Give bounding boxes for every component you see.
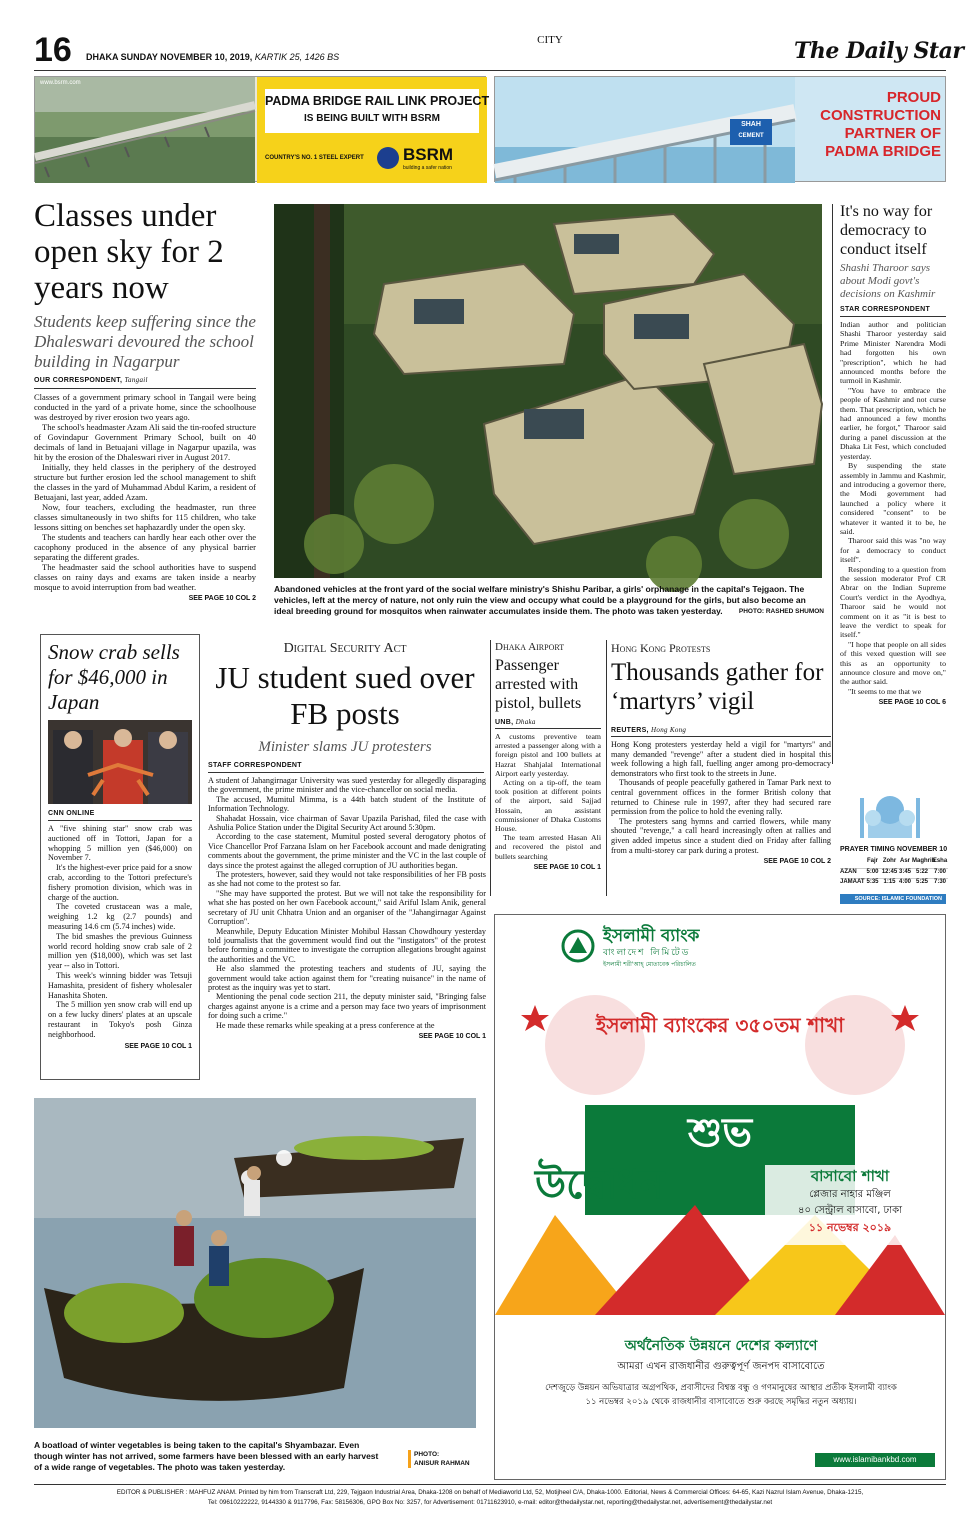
bsrm-brand-sub: building a safer nation <box>403 165 452 171</box>
classes-body <box>34 392 256 617</box>
bsrm-headline-line1: PADMA BRIDGE RAIL LINK PROJECT <box>265 94 490 108</box>
airport-para: A customs preventive team arrested a passenger along with a foreign pistol and 100 bullets at Hazrat Shahjalal International Airport early yesterday. <box>495 732 601 778</box>
airport-byline-name: UNB, <box>495 719 514 726</box>
boat-caption: A boatload of winter vegetables is being taken to the capital's Shyambazar. Even though winter has not arrived, some farmers have been blessed with an early harvest of a wide range of vegetables. The photo was taken yesterday. <box>34 1440 379 1472</box>
crab-byline-rule <box>48 820 192 821</box>
tharoor-para: Indian author and politician Shashi Tharoor yesterday said Prime Minister Narendra Modi had forgotten his own "prescription", which he had announced months before the turmoil in Kashmir. <box>840 320 946 386</box>
islami-bank-tag: ইসলামী শরী'আহ্‌ মোতাবেক পরিচালিত <box>603 961 696 968</box>
prayer-cell: 5:00 <box>866 869 879 875</box>
mosque-icon <box>858 778 922 840</box>
islami-bank-ad[interactable] <box>494 914 946 1480</box>
prayer-cell: 1:15 <box>883 879 896 885</box>
boat-credit-bar <box>408 1450 411 1468</box>
classes-para: Classes of a government primary school in Tangail were being conducted in the yard of a private home, since the schoolhouse was destroyed by river erosion two years ago. <box>34 392 256 422</box>
ju-para: Mentioning the penal code section 211, the deputy minister said, "Bringing false charges against anyone is a crime and a person may face two years of imprisonment for doing such a crime." <box>208 992 486 1021</box>
tharoor-body <box>840 320 946 760</box>
airport-byline <box>495 718 603 728</box>
paper-logo: The Daily Star <box>794 38 964 64</box>
dateline-bangla: KARTIK 25, 1426 BS <box>254 52 340 62</box>
bsrm-ad-photo <box>35 77 255 183</box>
ju-para: "She may have supported the protest. But we will not take the responsibility for what she has posted on her own Facebook account," said Ariful Islam Anik, general secretary of JU unit Chhatra Union and an organiser of the "Jahangirnagar Against Corruption". <box>208 888 486 927</box>
islami-bank-sub: বাংলাদেশ লিমিটেড <box>603 948 691 958</box>
islami-slogan2: আমরা এখন রাজধানীর গুরুত্বপূর্ণ জনপদ বাসাবোতে <box>617 1361 825 1372</box>
vehicles-caption-text: Abandoned vehicles at the front yard of the social welfare ministry's Shishu Paribar, a girls' orphanage in the capital's Tejgaon. The vehicles, left at the mercy of nature, not only ruin the view and occupy what could be a playground for the girls, but also become an ideal breeding ground for mosquitos when rainwater accumulates inside them. The photo was taken yesterday. <box>274 584 806 616</box>
prayer-cell: 4:00 <box>898 879 911 885</box>
page-number: 16 <box>34 31 72 69</box>
shah-cement-ad[interactable] <box>494 76 946 182</box>
shah-line2: CONSTRUCTION <box>820 107 941 124</box>
shah-line3: PARTNER OF <box>844 125 941 142</box>
islami-slogan-box <box>509 1335 933 1435</box>
vehicles-caption <box>274 584 824 624</box>
airport-kicker: Dhaka Airport <box>495 641 565 653</box>
prayer-header-row <box>840 858 948 868</box>
bsrm-web: www.bsrm.com <box>40 80 81 86</box>
classes-para: The school's headmaster Azam Ali said the tin-roofed structure of Govindapur Government Primary School, built on 40 decimals of land in Betuajani village in Nagarpur upazila, was hit by the erosion of the Dhaleswari river in August 2017. <box>34 422 256 462</box>
ju-para: Shahadat Hossain, vice chairman of Savar Upazila Parishad, filed the case with Ashulia Police Station under the Digital Security Act around 5:30pm. <box>208 813 486 833</box>
prayer-header-cell: Maghrib <box>912 858 936 864</box>
ju-jump[interactable]: SEE PAGE 10 COL 1 <box>418 1032 486 1040</box>
hk-body <box>611 740 831 896</box>
shah-line1: PROUD <box>886 89 941 106</box>
classes-byline-place: Tangail <box>124 376 148 384</box>
classes-headline: Classes under open sky for 2 years now <box>34 198 224 306</box>
shah-line4: PADMA BRIDGE <box>825 143 941 160</box>
abandoned-vehicles-photo <box>274 204 822 578</box>
ju-byline-rule <box>208 772 484 773</box>
classes-jump[interactable]: SEE PAGE 10 COL 2 <box>188 595 256 602</box>
crab-para: The 5 million yen snow crab will end up on a few lucky diners' plates at an upscale restaurant in Tokyo's posh Ginza neighborhood. <box>48 1000 192 1039</box>
prayer-table <box>840 858 948 892</box>
shah-text-block <box>795 89 941 173</box>
islami-branch-addr2: ৪০ সেন্ট্রাল বাসাবো, ঢাকা <box>797 1205 903 1216</box>
classes-para: The headmaster said the school authorities have to suspend classes on rainy days and exams are taken inside a nearby mosque to avoid interruption from bad weather. <box>34 562 256 592</box>
tharoor-byline-rule <box>840 316 946 317</box>
airport-para: The team arrested Hasan Ali and recovered the pistol and bullets searching <box>495 833 601 861</box>
prayer-cell: JAMAAT <box>840 879 865 885</box>
prayer-cell: 5:35 <box>866 879 879 885</box>
tharoor-para: Responding to a question from the session moderator Prof CR Abrar on the Indian Supreme Court's verdict in the Ayodhya, Tharoor said he would not comment on it as "it is best to leave the verdict to speak for itself." <box>840 564 946 640</box>
islami-bank-logo-icon <box>561 929 595 963</box>
prayer-header-cell: Zohr <box>882 858 897 864</box>
hk-byline-rule <box>611 736 831 737</box>
hk-byline-name: REUTERS, <box>611 727 649 734</box>
crab-para: The coveted crustacean was a male, weighing 1.2 kg (2.7 pounds) and measuring 14.6 cm (5.74 inches) wide. <box>48 902 192 931</box>
bsrm-logo-icon <box>377 147 399 169</box>
classes-subhead: Students keep suffering since the Dhaleswari devoured the school building in Nagarpur <box>34 312 256 371</box>
islami-branch-name: বাসাবো শাখা <box>810 1167 890 1185</box>
tharoor-para: "I hope that people on all sides of this vexed question will see this as an opportunity to announce closure and move on," the author said. <box>840 639 946 687</box>
hk-para: Hong Kong protesters yesterday held a vigil for "martyrs" and many demanded "revenge" after a student died in hospital this week following a high fall, fuelling anger among pro-democracy demonstrators who first took to the streets in June. <box>611 740 831 778</box>
airport-headline: Passenger arrested with pistol, bullets <box>495 657 582 712</box>
prayer-cell: 3:45 <box>898 869 911 875</box>
tharoor-para: By suspending the state assembly in Jammu and Kashmir, and introducing a governor there, the Modi government had launched a policy where it considered "consent" to be whatever it wanted it to be, he said. <box>840 461 946 536</box>
tharoor-para: "You have to embrace the people of Kashmir and not curse them. That prescription, which he had announced a few months earlier, he forgot," Tharoor said during a panel discussion at the Dhaka Lit Fest, which concluded yesterday. <box>840 385 946 461</box>
islami-body: দেশজুড়ে উন্নয়ন অভিযাত্রার অগ্রপথিক, প্রবাসীদের বিশ্বস্ত বন্ধু ও গণমানুষের আস্থার প্রতীক ইসলামী ব্যাংক ১১ নভেম্বর ২০১৯ থেকে রাজধানীর বাসাবোতে শুরু করছে সমৃদ্ধির নতুন অধ্যায়। <box>545 1383 897 1407</box>
shah-logo-line1: SHAH <box>741 121 761 128</box>
prayer-header-cell: Asr <box>899 858 910 864</box>
ju-kicker: Digital Security Act <box>283 641 407 656</box>
ju-para: According to the case statement, Mumitul posted several derogatory photos of Vice Chancellor Prof Farzana Islam on her Facebook account and made denigrating comments about the government, the prime minister and the VC in the last couple of days since the protest against the alleged corruption of JU authorities began. <box>208 832 486 870</box>
islami-branch-info <box>765 1165 935 1245</box>
hk-byline <box>611 726 831 736</box>
classes-para: The students and teachers can hardly hear each other over the cacophony produced in the absence of any physical barrier separating the different grades. <box>34 532 256 562</box>
boat-credit-label: PHOTO: <box>414 1451 440 1458</box>
classes-para: Now, four teachers, excluding the headmaster, run three classes simultaneously in two shifts for 115 children, who take lessons sitting on benches set haphazardly under the open sky. <box>34 502 256 532</box>
prayer-header-cell: Esha <box>932 858 948 864</box>
ju-para: He also slammed the protesting teachers and students of JU, saying the government would take action against them for "creating nuisance" in the name of protest as the inquiry was yet to start. <box>208 964 486 992</box>
tharoor-para: "It seems to me that we <box>848 686 922 696</box>
prayer-row-azan <box>840 868 948 878</box>
airport-byline-place: Dhaka <box>515 718 536 726</box>
ju-subhead: Minister slams JU protesters <box>258 739 432 755</box>
hk-headline: Thousands gather for ‘martyrs’ vigil <box>611 659 824 715</box>
boat-credit <box>414 1450 484 1470</box>
prayer-cell: 7:30 <box>933 879 946 885</box>
crab-para: A "five shining star" snow crab was auctioned off in Tottori, Japan for a whopping 5 million yen ($46,000) on November 7. <box>48 824 192 863</box>
prayer-source: SOURCE: ISLAMIC FOUNDATION <box>840 894 946 904</box>
islami-opening-line1: শুভ <box>687 1110 753 1156</box>
tharoor-subhead: Shashi Tharoor says about Modi govt's decisions on Kashmir <box>840 262 936 300</box>
hk-byline-place: Hong Kong <box>651 726 687 734</box>
ju-para: A student of Jahangirnagar University was sued yesterday for allegedly disparaging the government, the prime minister and the vice-chancellor on social media. <box>208 776 486 795</box>
ju-para: The protesters, however, said they would not take responsibilities of her FB posts as she had not come to the protest so far. <box>208 870 486 889</box>
crab-jump[interactable]: SEE PAGE 10 COL 1 <box>124 1042 192 1050</box>
section-label: CITY <box>537 34 563 46</box>
prayer-header-cell <box>840 858 864 868</box>
dateline <box>86 50 386 64</box>
ju-byline: STAFF CORRESPONDENT <box>208 762 302 769</box>
crab-para: This week's winning bidder was Tetsuji Hamashita, president of fishery wholesaler Hanashita Shoten. <box>48 970 192 1000</box>
bsrm-brand: BSRM <box>403 145 454 164</box>
islami-slogan: অর্থনৈতিক উন্নয়নে দেশের কল্যাণে <box>624 1338 818 1354</box>
airport-para: Acting on a tip-off, the team took position at different points of the airport, said Sajjad Hossain, an assistant commissioner of Dhaka Customs House. <box>495 778 601 834</box>
hk-para: The protesters sang hymns and carried flowers, while many shouted "revenge," a call heard increasingly often at rallies and given added impetus since a student died on Friday after falling from a multi-storey car park during a protest. <box>611 816 831 855</box>
airport-left-rule <box>490 640 491 896</box>
vehicles-photo-credit: PHOTO: RASHED SHUMON <box>738 608 824 615</box>
bsrm-headline-line2: IS BEING BUILT WITH BSRM <box>304 113 440 124</box>
tharoor-para: Tharoor said this was "no way for a democracy to conduct itself". <box>840 536 946 565</box>
tharoor-jump[interactable]: SEE PAGE 10 COL 6 <box>878 699 946 707</box>
crab-body <box>48 824 192 1078</box>
ju-para: The accused, Mumitul Mimma, is a 44th batch student of the Institute of Information Technology. <box>208 794 486 814</box>
crab-byline: CNN ONLINE <box>48 810 95 817</box>
prayer-cell: 7:00 <box>933 869 946 875</box>
bsrm-ad[interactable] <box>34 76 490 182</box>
footer-imprint-1: EDITOR & PUBLISHER : MAHFUZ ANAM. Printed by him from Transcraft Ltd, 229, Tejgaon Industrial Area, Dhaka-1208 on behalf of Mediaworld Ltd, 52, Motijheel C/A, Dhaka-1000. Editorial, News & Commercial Offices: 64-65, Kazi Nazrul Islam Avenue, Dhaka-1215, <box>116 1489 864 1496</box>
airport-byline-rule <box>495 728 601 729</box>
tharoor-headline: It's no way for democracy to conduct itself <box>840 203 933 258</box>
crab-photo <box>48 720 192 804</box>
prayer-cell: AZAN <box>840 869 857 875</box>
footer-imprint-2: Tel: 09610222222, 9144330 & 9117796, Fax: 58156306, GPO Box No: 3257, for Advertisement: 01711623910, e-mail: editor@thedailystar.net, reporting@thedailystar.net, advertisement@thedailystar.net <box>207 1499 773 1506</box>
islami-web[interactable]: www.islamibankbd.com <box>815 1453 935 1467</box>
islami-opening-line2: উদ্বোধন <box>535 1162 664 1208</box>
boat-credit-name: ANISUR RAHMAN <box>414 1460 470 1467</box>
crab-para: It's the highest-ever price paid for a snow crab, according to the Tottori prefecture's fishery promotion division, which was in charge of the auction. <box>48 863 192 902</box>
islami-branch-date: ১১ নভেম্বর ২০১৯ <box>808 1221 892 1234</box>
shah-logo <box>730 119 772 145</box>
tharoor-byline: STAR CORRESPONDENT <box>840 306 931 313</box>
ju-para: He made these remarks while speaking at a press conference at the <box>216 1020 435 1030</box>
bsrm-tagline: COUNTRY'S NO. 1 STEEL EXPERT <box>265 155 364 161</box>
crab-headline: Snow crab sells for $46,000 in Japan <box>48 640 180 714</box>
prayer-cell: 5:22 <box>915 869 928 875</box>
airport-jump[interactable]: SEE PAGE 10 COL 1 <box>533 863 601 871</box>
hk-jump[interactable]: SEE PAGE 10 COL 2 <box>763 858 831 866</box>
islami-bank-name: ইসলামী ব্যাংক <box>603 926 700 946</box>
islami-branch-addr1: প্লেজার নাহার মঞ্জিল <box>809 1189 891 1200</box>
airport-body <box>495 732 601 896</box>
bsrm-headline-box <box>265 89 490 133</box>
islami-branch-count: ইসলামী ব্যাংকের ৩৫০তম শাখা <box>595 1013 845 1037</box>
classes-byline-rule <box>34 388 256 389</box>
dateline-main: DHAKA SUNDAY NOVEMBER 10, 2019, <box>86 52 253 62</box>
classes-byline <box>34 376 256 386</box>
prayer-cell: 12:45 <box>881 869 898 875</box>
footer-rule <box>34 1484 946 1485</box>
prayer-title: PRAYER TIMING NOVEMBER 10 <box>840 846 948 853</box>
classes-para: Initially, they held classes in the periphery of the destroyed structure but further erosion led the school management to shift the classes in the yard of Muhammad Abdul Karim, a resident of Betuajani, last year, added Azam. <box>34 462 256 502</box>
masthead-rule <box>34 70 946 71</box>
shah-logo-line2: CEMENT <box>738 133 764 139</box>
hk-kicker: Hong Kong Protests <box>611 641 711 655</box>
ju-headline: JU student sued over FB posts <box>215 660 475 731</box>
vegetable-boat-photo <box>34 1098 476 1428</box>
prayer-cell: 5:25 <box>915 879 928 885</box>
prayer-header-cell: Fajr <box>866 858 878 864</box>
hk-left-rule <box>606 640 607 896</box>
crab-para: The bid smashes the previous Guinness world record holding snow crab sale of 2 million yen ($18,000), which was set last year -- also in Tottori. <box>48 931 192 971</box>
ju-body <box>208 776 486 1082</box>
hk-para: Thousands of people peacefully gathered in Tamar Park next to central government offices in the former British colony that returned to Chinese rule in 1997, after they had secured rare permission from the police to hold the evening rally. <box>611 778 831 817</box>
bsrm-panel <box>257 77 490 183</box>
ju-para: Meanwhile, Deputy Education Minister Mohibul Hassan Chowdhoury yesterday told journalists that the government would find out the "instigators" of the protest before forming a committee to investigate the corruption allegations brought against the authorities and the VC. <box>208 926 486 964</box>
prayer-row-jamaat <box>840 878 948 888</box>
classes-byline-name: OUR CORRESPONDENT, <box>34 377 123 384</box>
